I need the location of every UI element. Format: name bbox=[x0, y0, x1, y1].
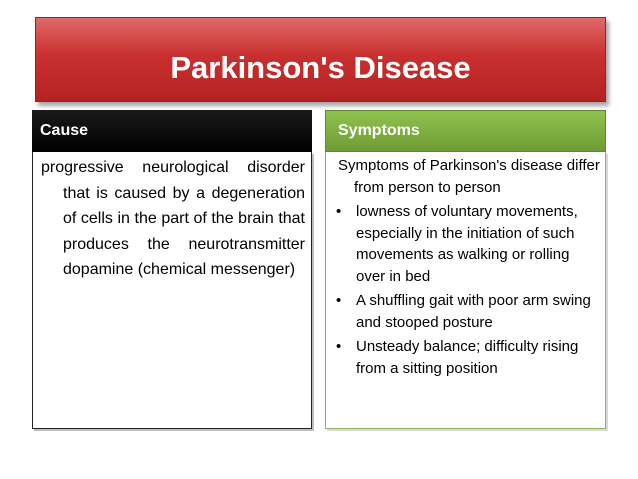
symptoms-header-label: Symptoms bbox=[338, 122, 420, 139]
symptom-text: lowness of voluntary movements, especially in the initiation of such movements as walking or rolling over in bed bbox=[356, 203, 578, 285]
symptom-text: Unsteady balance; difficulty rising from a sitting position bbox=[356, 338, 579, 377]
bullet-icon: • bbox=[336, 292, 342, 309]
bullet-icon: • bbox=[336, 338, 342, 355]
symptom-item bbox=[334, 290, 600, 333]
symptoms-panel bbox=[325, 152, 606, 429]
cause-header bbox=[32, 110, 312, 152]
symptom-item bbox=[334, 336, 600, 379]
cause-text: progressive neurological disorder that is caused by a degeneration of cells in the part of the brain that produces the neurotransmitter dopamine (chemical messenger) bbox=[41, 159, 305, 278]
symptoms-header bbox=[325, 110, 606, 152]
cause-panel bbox=[32, 152, 312, 429]
symptoms-intro: Symptoms of Parkinson's disease differ from person to person bbox=[338, 157, 600, 196]
title-banner bbox=[35, 17, 606, 102]
symptom-item bbox=[334, 201, 600, 287]
page-title: Parkinson's Disease bbox=[170, 49, 471, 85]
bullet-icon: • bbox=[336, 203, 342, 220]
symptom-text: A shuffling gait with poor arm swing and stooped posture bbox=[356, 292, 591, 331]
cause-header-label: Cause bbox=[40, 122, 89, 139]
symptoms-list bbox=[334, 201, 600, 382]
